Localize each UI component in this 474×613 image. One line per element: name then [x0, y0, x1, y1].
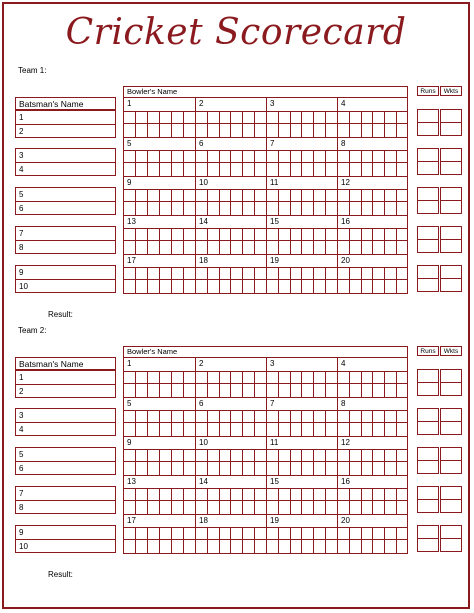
over-cell[interactable] [337, 358, 408, 397]
ball-divider [267, 383, 337, 384]
ball-box[interactable] [254, 527, 266, 553]
ball-box[interactable] [361, 527, 373, 553]
batsman-name-header: Batsman's Name [15, 357, 116, 370]
over-number: 6 [199, 399, 204, 408]
ball-box[interactable] [219, 449, 231, 475]
ball-box[interactable] [349, 527, 361, 553]
batsman-row[interactable]: 3 [19, 151, 24, 160]
batsman-row[interactable]: 2 [16, 124, 115, 137]
over-number: 18 [199, 516, 208, 525]
over-band [124, 475, 407, 514]
batsman-pair [15, 525, 116, 553]
over-number: 20 [341, 256, 350, 265]
ball-boxes[interactable] [338, 371, 408, 397]
ball-divider [124, 383, 195, 384]
ball-box[interactable] [313, 527, 325, 553]
ball-box[interactable] [242, 488, 254, 514]
over-number: 1 [127, 99, 132, 108]
ball-box[interactable] [196, 488, 207, 514]
wkts-box[interactable] [440, 369, 462, 396]
over-cell[interactable] [337, 515, 408, 553]
ball-boxes[interactable] [196, 410, 266, 436]
batsman-pair [15, 486, 116, 514]
over-number: 15 [270, 217, 279, 226]
ball-box[interactable] [301, 527, 313, 553]
ball-box[interactable] [196, 410, 207, 436]
bowler-name-header: Bowler's Name [123, 346, 408, 357]
over-number: 14 [199, 477, 208, 486]
result-label: Result: [48, 310, 73, 319]
ball-box[interactable] [242, 527, 254, 553]
over-cell[interactable] [124, 437, 195, 475]
bowler-name-header: Bowler's Name [123, 86, 408, 97]
ball-box[interactable] [396, 488, 408, 514]
batsman-row[interactable]: 3 [19, 411, 24, 420]
ball-box[interactable] [338, 488, 349, 514]
scorecard-page [2, 2, 470, 609]
ball-boxes[interactable] [338, 527, 408, 553]
ball-box[interactable] [183, 410, 195, 436]
over-number: 11 [270, 178, 279, 187]
ball-box[interactable] [254, 488, 266, 514]
batsman-row[interactable]: 9 [19, 528, 24, 537]
page-title: Cricket Scorecard [65, 12, 407, 53]
runs-header: Runs [417, 86, 439, 96]
over-cell[interactable] [266, 515, 337, 553]
over-cell[interactable] [337, 398, 408, 436]
ball-box[interactable] [267, 410, 278, 436]
ball-box[interactable] [147, 371, 159, 397]
ball-boxes[interactable] [124, 371, 195, 397]
over-number: 7 [270, 399, 275, 408]
batsman-row[interactable]: 5 [19, 450, 24, 459]
ball-box[interactable] [290, 527, 302, 553]
ball-box[interactable] [384, 371, 396, 397]
runs-box[interactable] [417, 486, 439, 513]
ball-box[interactable] [196, 527, 207, 553]
ball-box[interactable] [278, 449, 290, 475]
over-number: 7 [270, 139, 275, 148]
ball-box[interactable] [372, 488, 384, 514]
ball-box[interactable] [171, 371, 183, 397]
ball-box[interactable] [207, 449, 219, 475]
over-band [124, 397, 407, 436]
ball-boxes[interactable] [196, 449, 266, 475]
over-number: 5 [127, 399, 132, 408]
over-cell[interactable] [124, 515, 195, 553]
ball-box[interactable] [254, 410, 266, 436]
ball-box[interactable] [147, 410, 159, 436]
ball-divider [196, 461, 266, 462]
ball-box[interactable] [325, 410, 337, 436]
over-cell[interactable] [124, 398, 195, 436]
ball-box[interactable] [230, 527, 242, 553]
ball-box[interactable] [219, 410, 231, 436]
ball-box[interactable] [313, 410, 325, 436]
ball-box[interactable] [242, 449, 254, 475]
over-number: 2 [199, 99, 204, 108]
runs-box[interactable] [417, 369, 439, 396]
over-band [124, 514, 407, 553]
batsman-row[interactable]: 8 [16, 500, 115, 513]
runs-header: Runs [417, 346, 439, 356]
ball-boxes[interactable] [124, 410, 195, 436]
ball-box[interactable] [183, 527, 195, 553]
batsman-pair [15, 447, 116, 475]
ball-box[interactable] [207, 527, 219, 553]
ball-box[interactable] [183, 488, 195, 514]
over-band [124, 358, 407, 397]
over-number: 3 [270, 99, 275, 108]
batsman-row[interactable]: 9 [19, 268, 24, 277]
runs-box[interactable] [417, 408, 439, 435]
over-cell[interactable] [266, 437, 337, 475]
over-number: 15 [270, 477, 279, 486]
batsman-row[interactable]: 7 [19, 489, 24, 498]
ball-box[interactable] [219, 527, 231, 553]
over-number: 1 [127, 359, 132, 368]
ball-box[interactable] [135, 410, 147, 436]
ball-box[interactable] [230, 410, 242, 436]
wkts-box[interactable] [440, 408, 462, 435]
ball-box[interactable] [372, 527, 384, 553]
over-number: 18 [199, 256, 208, 265]
ball-box[interactable] [313, 371, 325, 397]
ball-box[interactable] [396, 371, 408, 397]
batsman-row[interactable]: 5 [19, 190, 24, 199]
ball-boxes[interactable] [338, 488, 408, 514]
ball-box[interactable] [230, 449, 242, 475]
ball-divider [124, 500, 195, 501]
ball-box[interactable] [361, 410, 373, 436]
over-number: 2 [199, 359, 204, 368]
ball-divider [267, 500, 337, 501]
wkts-box[interactable] [440, 525, 462, 552]
ball-box[interactable] [124, 410, 135, 436]
ball-box[interactable] [313, 449, 325, 475]
ball-box[interactable] [372, 410, 384, 436]
over-number: 4 [341, 359, 346, 368]
ball-box[interactable] [159, 488, 171, 514]
batsman-pair [15, 370, 116, 398]
ball-box[interactable] [290, 410, 302, 436]
ball-box[interactable] [124, 449, 135, 475]
ball-box[interactable] [219, 371, 231, 397]
team-label: Team 1: [18, 66, 47, 75]
ball-divider [124, 461, 195, 462]
ball-box[interactable] [124, 488, 135, 514]
ball-box[interactable] [290, 449, 302, 475]
batsman-row[interactable]: 4 [16, 422, 115, 435]
over-number: 13 [127, 477, 136, 486]
ball-divider [196, 539, 266, 540]
ball-box[interactable] [207, 410, 219, 436]
batsman-row[interactable]: 10 [16, 279, 115, 292]
over-cell[interactable] [195, 437, 266, 475]
ball-box[interactable] [384, 410, 396, 436]
ball-box[interactable] [301, 488, 313, 514]
ball-box[interactable] [278, 488, 290, 514]
wkts-header: Wkts [440, 346, 462, 356]
batsman-row[interactable]: 7 [19, 229, 24, 238]
ball-box[interactable] [338, 527, 349, 553]
ball-box[interactable] [372, 371, 384, 397]
over-number: 11 [270, 438, 279, 447]
runs-box[interactable] [417, 447, 439, 474]
ball-box[interactable] [278, 410, 290, 436]
ball-box[interactable] [396, 449, 408, 475]
batsman-row[interactable]: 8 [16, 240, 115, 253]
over-number: 10 [199, 438, 208, 447]
batsman-row[interactable]: 6 [16, 201, 115, 214]
over-number: 19 [270, 256, 279, 265]
ball-box[interactable] [278, 527, 290, 553]
over-number: 5 [127, 139, 132, 148]
over-band [124, 436, 407, 475]
over-number: 10 [199, 178, 208, 187]
ball-divider [196, 500, 266, 501]
batsman-pair [15, 408, 116, 436]
ball-box[interactable] [124, 371, 135, 397]
over-number: 17 [127, 516, 136, 525]
batsman-row[interactable]: 10 [16, 539, 115, 552]
ball-box[interactable] [361, 371, 373, 397]
ball-box[interactable] [183, 449, 195, 475]
ball-boxes[interactable] [267, 371, 337, 397]
over-number: 9 [127, 438, 132, 447]
ball-boxes[interactable] [267, 410, 337, 436]
ball-box[interactable] [338, 371, 349, 397]
ball-box[interactable] [267, 371, 278, 397]
ball-box[interactable] [325, 488, 337, 514]
ball-divider [267, 461, 337, 462]
ball-box[interactable] [196, 371, 207, 397]
wkts-box[interactable] [440, 486, 462, 513]
ball-divider [267, 539, 337, 540]
over-cell[interactable] [195, 515, 266, 553]
batsman-row[interactable]: 2 [16, 384, 115, 397]
ball-boxes[interactable] [124, 488, 195, 514]
result-label: Result: [48, 570, 73, 579]
ball-box[interactable] [349, 410, 361, 436]
ball-divider [338, 539, 408, 540]
ball-box[interactable] [230, 371, 242, 397]
ball-boxes[interactable] [124, 527, 195, 553]
ball-box[interactable] [230, 488, 242, 514]
ball-box[interactable] [396, 527, 408, 553]
over-cell[interactable] [337, 476, 408, 514]
ball-box[interactable] [254, 371, 266, 397]
ball-box[interactable] [159, 527, 171, 553]
over-cell[interactable] [124, 476, 195, 514]
over-number: 6 [199, 139, 204, 148]
ball-divider [338, 422, 408, 423]
ball-box[interactable] [384, 449, 396, 475]
ball-box[interactable] [171, 488, 183, 514]
ball-box[interactable] [254, 449, 266, 475]
ball-box[interactable] [267, 527, 278, 553]
ball-divider [124, 422, 195, 423]
ball-box[interactable] [325, 527, 337, 553]
ball-box[interactable] [349, 371, 361, 397]
ball-boxes[interactable] [338, 449, 408, 475]
over-number: 20 [341, 516, 350, 525]
ball-box[interactable] [290, 371, 302, 397]
ball-box[interactable] [338, 410, 349, 436]
bowler-grid [123, 357, 408, 554]
ball-divider [196, 422, 266, 423]
over-number: 3 [270, 359, 275, 368]
ball-boxes[interactable] [338, 410, 408, 436]
ball-boxes[interactable] [267, 527, 337, 553]
ball-box[interactable] [384, 527, 396, 553]
ball-divider [338, 383, 408, 384]
ball-box[interactable] [396, 410, 408, 436]
ball-box[interactable] [171, 449, 183, 475]
ball-box[interactable] [361, 488, 373, 514]
over-number: 12 [341, 438, 350, 447]
over-number: 12 [341, 178, 350, 187]
wkts-header: Wkts [440, 86, 462, 96]
ball-box[interactable] [301, 449, 313, 475]
batsman-row[interactable]: 6 [16, 461, 115, 474]
ball-divider [267, 422, 337, 423]
ball-divider [338, 500, 408, 501]
ball-boxes[interactable] [124, 449, 195, 475]
over-cell[interactable] [266, 398, 337, 436]
ball-box[interactable] [267, 449, 278, 475]
ball-box[interactable] [372, 449, 384, 475]
runs-box[interactable] [417, 525, 439, 552]
ball-box[interactable] [325, 449, 337, 475]
batsman-row[interactable]: 1 [19, 113, 24, 122]
over-number: 17 [127, 256, 136, 265]
ball-box[interactable] [135, 371, 147, 397]
over-cell[interactable] [195, 358, 266, 397]
ball-box[interactable] [267, 488, 278, 514]
over-number: 19 [270, 516, 279, 525]
over-number: 9 [127, 178, 132, 187]
ball-boxes[interactable] [196, 488, 266, 514]
batsman-name-header: Batsman's Name [15, 97, 116, 110]
over-number: 16 [341, 217, 350, 226]
ball-box[interactable] [301, 410, 313, 436]
ball-boxes[interactable] [267, 449, 337, 475]
ball-box[interactable] [135, 449, 147, 475]
over-number: 13 [127, 217, 136, 226]
batsman-row[interactable]: 4 [16, 162, 115, 175]
ball-box[interactable] [207, 371, 219, 397]
ball-divider [124, 539, 195, 540]
over-number: 14 [199, 217, 208, 226]
ball-boxes[interactable] [196, 371, 266, 397]
ball-box[interactable] [301, 371, 313, 397]
ball-box[interactable] [135, 488, 147, 514]
ball-box[interactable] [183, 371, 195, 397]
ball-box[interactable] [219, 488, 231, 514]
over-number: 8 [341, 399, 346, 408]
ball-box[interactable] [384, 488, 396, 514]
ball-box[interactable] [159, 371, 171, 397]
ball-box[interactable] [338, 449, 349, 475]
ball-box[interactable] [159, 410, 171, 436]
ball-box[interactable] [242, 410, 254, 436]
ball-boxes[interactable] [196, 527, 266, 553]
over-cell[interactable] [195, 398, 266, 436]
over-cell[interactable] [195, 476, 266, 514]
over-cell[interactable] [337, 437, 408, 475]
ball-box[interactable] [171, 527, 183, 553]
ball-box[interactable] [196, 449, 207, 475]
ball-box[interactable] [349, 449, 361, 475]
ball-box[interactable] [242, 371, 254, 397]
ball-box[interactable] [124, 527, 135, 553]
ball-box[interactable] [147, 449, 159, 475]
ball-box[interactable] [361, 449, 373, 475]
team-section [4, 4, 468, 607]
over-cell[interactable] [124, 358, 195, 397]
ball-box[interactable] [278, 371, 290, 397]
ball-box[interactable] [325, 371, 337, 397]
ball-box[interactable] [147, 488, 159, 514]
over-cell[interactable] [266, 476, 337, 514]
ball-box[interactable] [147, 527, 159, 553]
wkts-box[interactable] [440, 447, 462, 474]
over-number: 4 [341, 99, 346, 108]
ball-box[interactable] [135, 527, 147, 553]
ball-box[interactable] [313, 488, 325, 514]
ball-box[interactable] [207, 488, 219, 514]
ball-box[interactable] [159, 449, 171, 475]
ball-divider [338, 461, 408, 462]
ball-divider [196, 383, 266, 384]
over-number: 8 [341, 139, 346, 148]
over-cell[interactable] [266, 358, 337, 397]
ball-boxes[interactable] [267, 488, 337, 514]
ball-box[interactable] [349, 488, 361, 514]
ball-box[interactable] [290, 488, 302, 514]
ball-box[interactable] [171, 410, 183, 436]
team-label: Team 2: [18, 326, 47, 335]
over-number: 16 [341, 477, 350, 486]
batsman-row[interactable]: 1 [19, 373, 24, 382]
